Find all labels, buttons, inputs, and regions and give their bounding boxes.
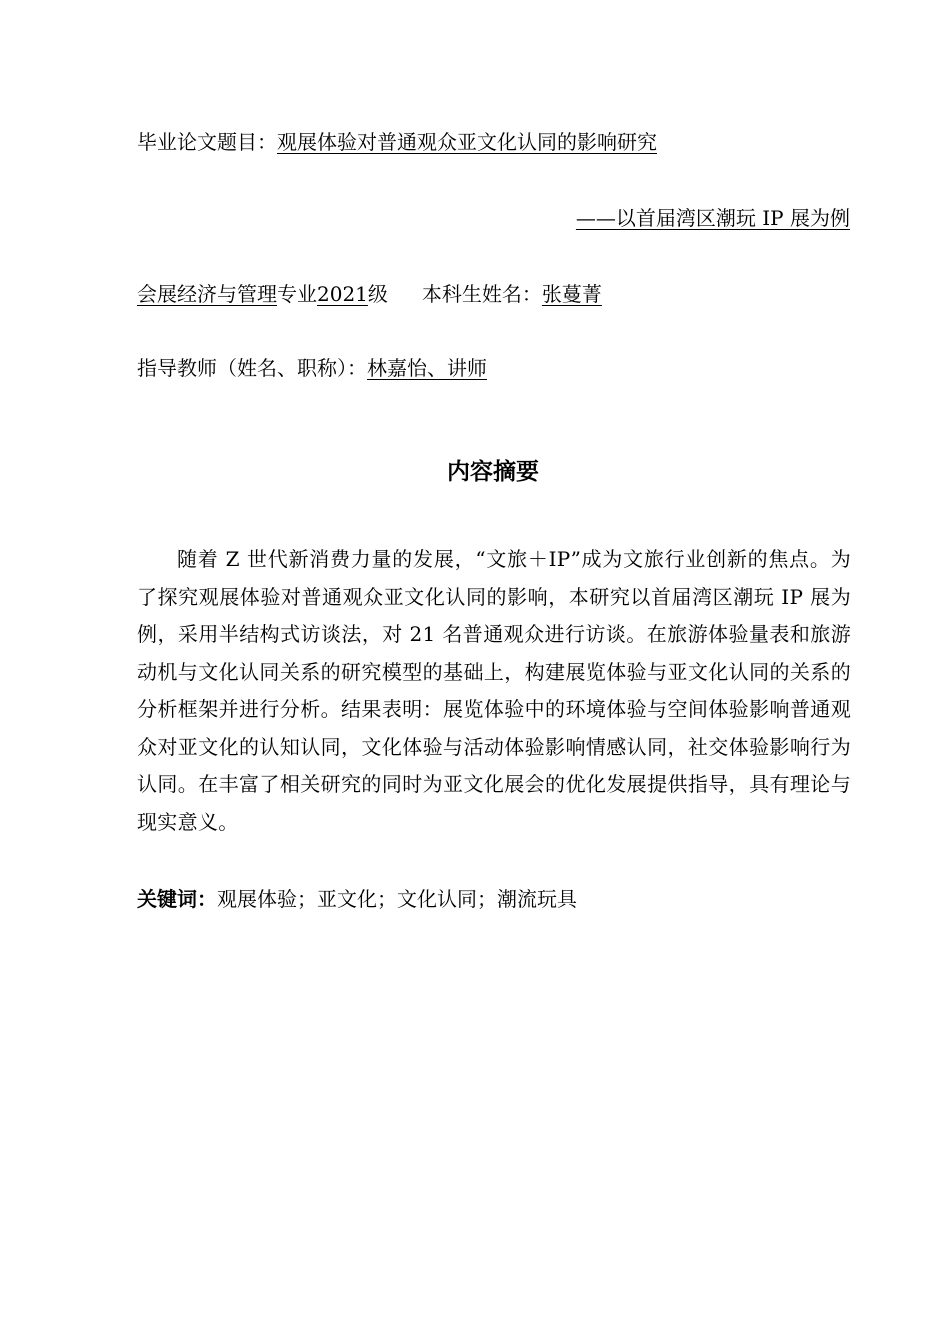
abstract-body: 随着 Z 世代新消费力量的发展，“文旅＋IP”成为文旅行业创新的焦点。为了探究观展体验对普通观众亚文化认同的影响，本研究以首届湾区潮玩 IP 展为例，采用半结构式访谈法，对 21 名普通观众进行访谈。在旅游体验量表和旅游动机与文化认同关系的研究模型的基础上，构建展览体验与亚文化认同的关系的分析框架并进行分析。结果表明：展览体验中的环境体验与空间体验影响普通观众对亚文化的认知认同，文化体验与活动体验影响情感认同，社交体验影响行为认同。在丰富了相关研究的同时为亚文化展会的优化发展提供指导，具有理论与现实意义。 xyxy=(137,547,851,834)
major-suffix: 专业 xyxy=(277,282,317,306)
thesis-subtitle-line xyxy=(576,204,850,232)
keywords-value: 观展体验；亚文化；文化认同；潮流玩具 xyxy=(217,887,577,911)
keywords-line xyxy=(137,885,577,913)
student-name-label: 本科生姓名： xyxy=(421,282,542,306)
thesis-title-label: 毕业论文题目： xyxy=(137,130,277,154)
thesis-subtitle: ——以首届湾区潮玩 IP 展为例 xyxy=(575,206,850,230)
thesis-title-line xyxy=(137,128,657,156)
major-name: 会展经济与管理 xyxy=(137,282,277,306)
advisor-value: 林嘉怡、讲师 xyxy=(367,356,487,380)
student-name: 张蔓菁 xyxy=(541,282,602,306)
advisor-line xyxy=(137,354,487,382)
enrollment-year: 2021 xyxy=(317,282,368,306)
keywords-label: 关键词： xyxy=(137,887,217,911)
abstract-heading: 内容摘要 xyxy=(447,459,539,485)
thesis-title: 观展体验对普通观众亚文化认同的影响研究 xyxy=(277,130,657,154)
student-info-line xyxy=(137,280,602,308)
advisor-label: 指导教师（姓名、职称）： xyxy=(137,356,367,380)
year-suffix: 级 xyxy=(367,282,388,306)
